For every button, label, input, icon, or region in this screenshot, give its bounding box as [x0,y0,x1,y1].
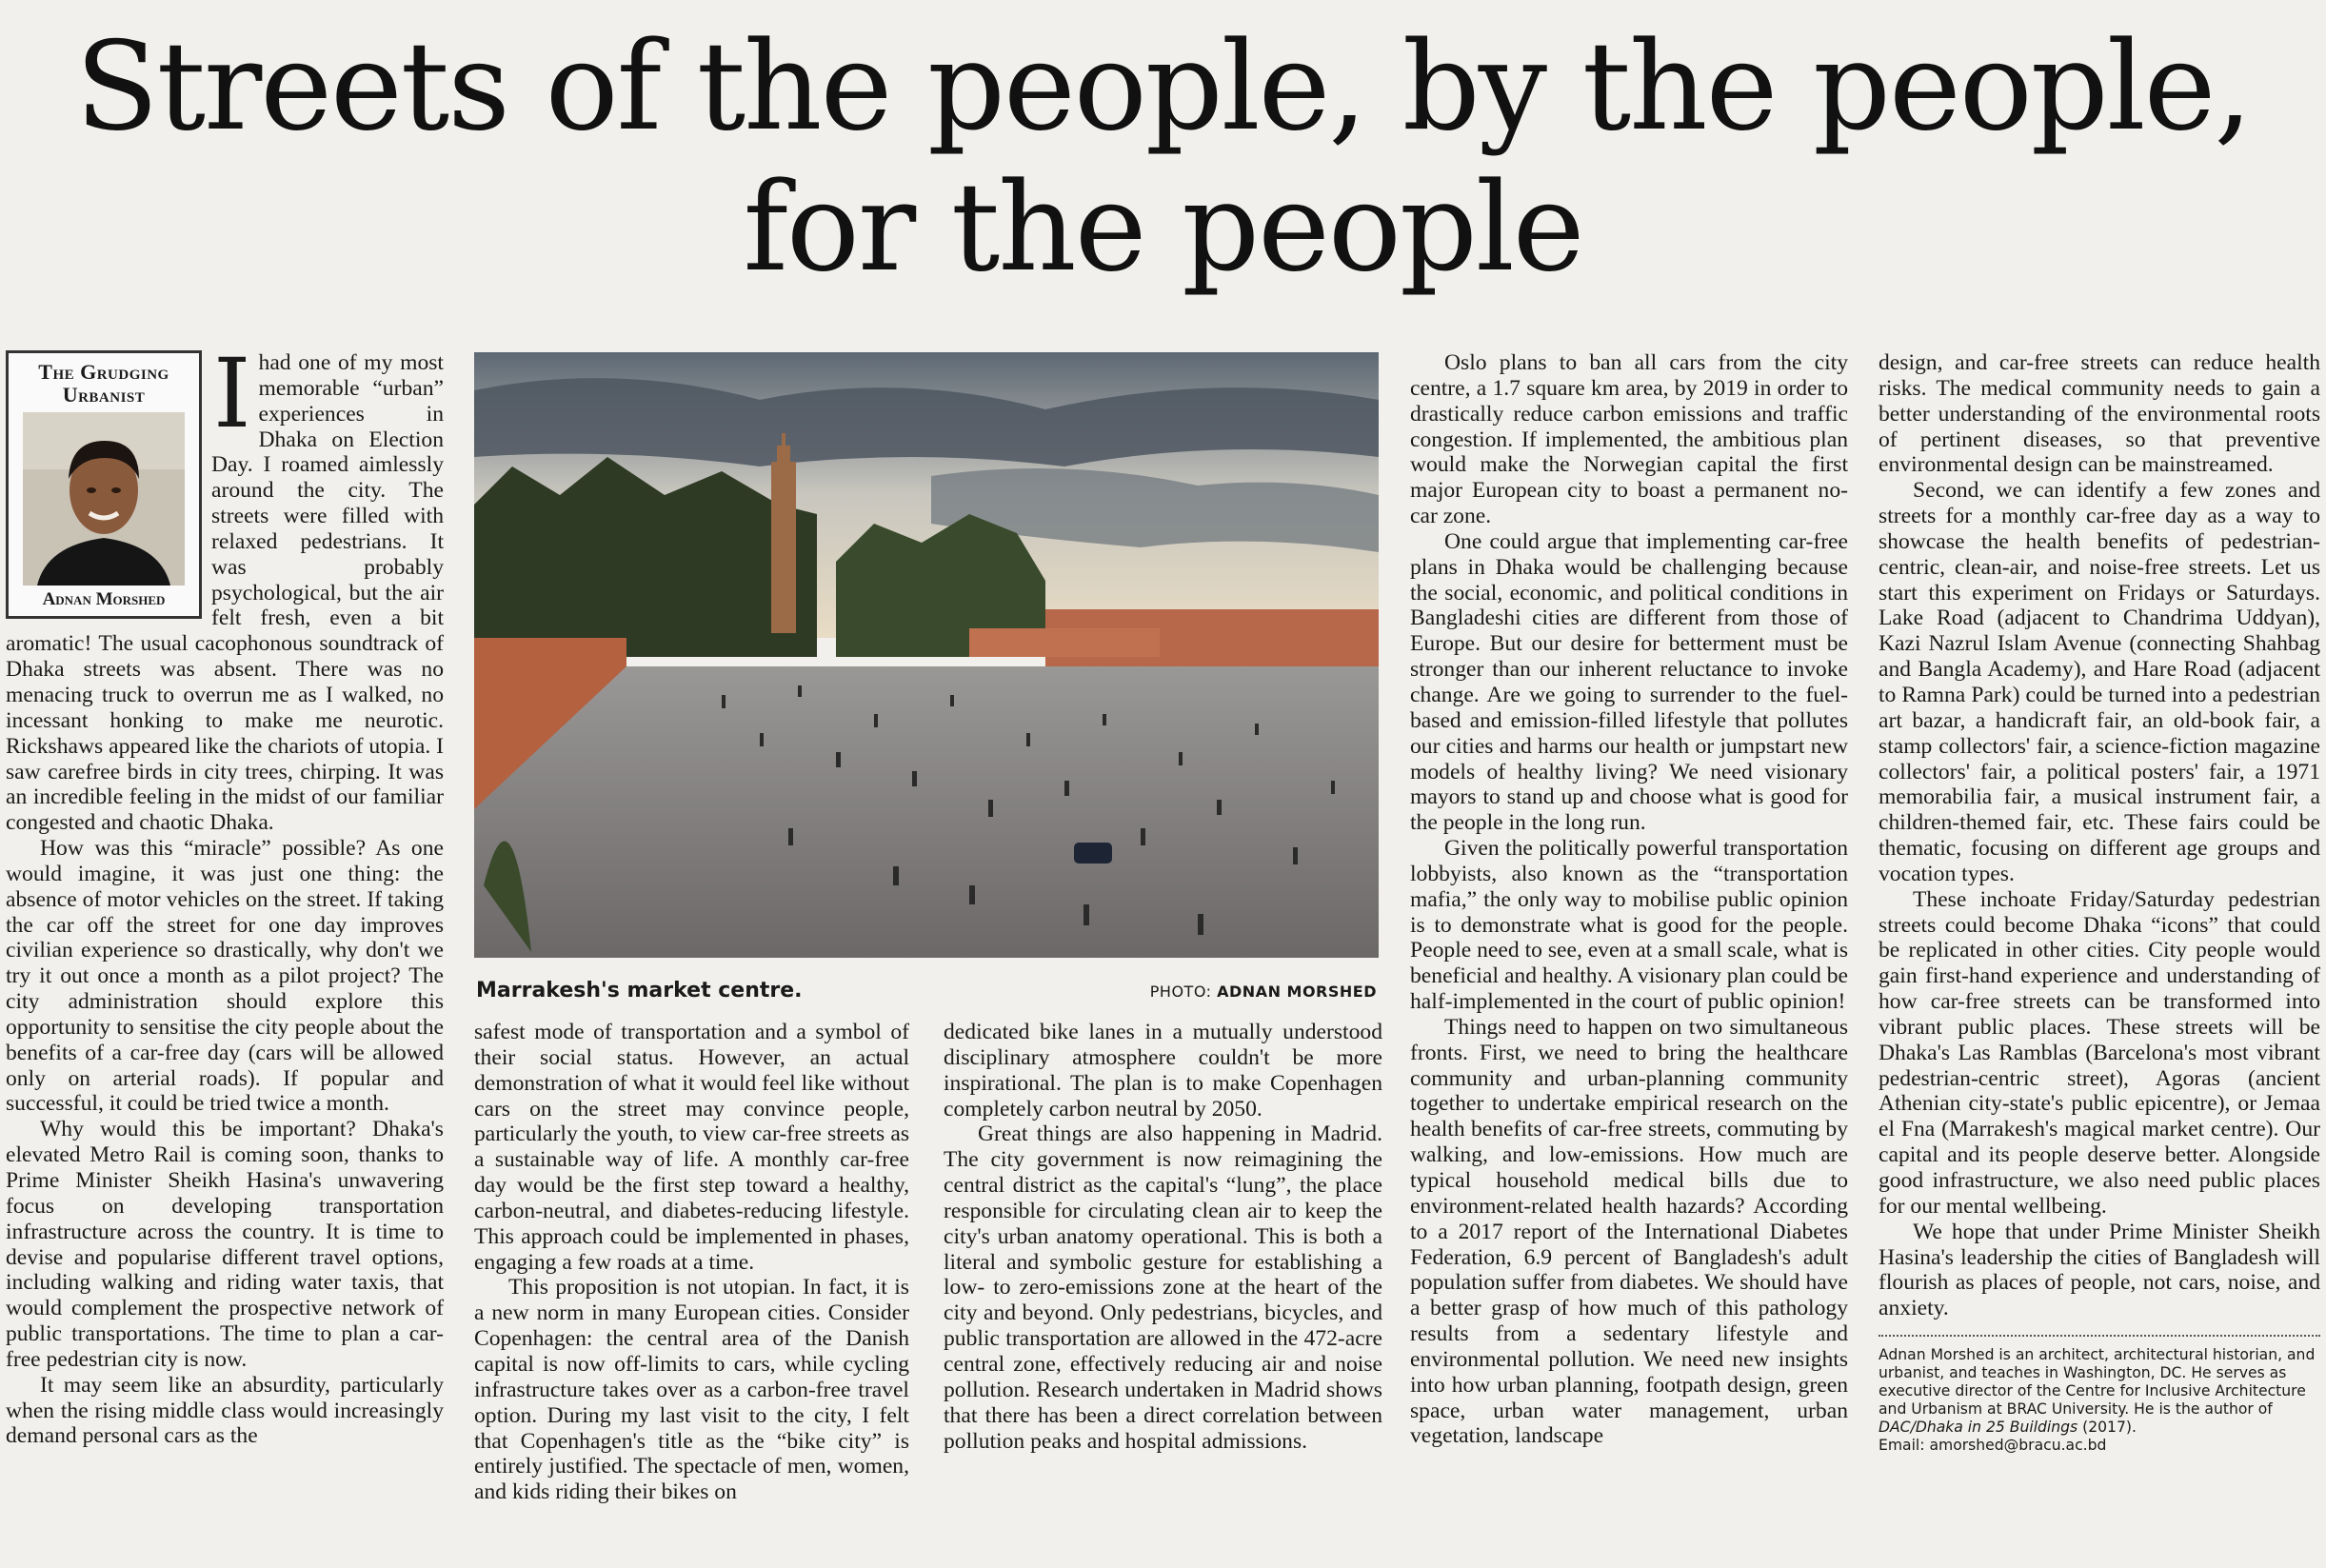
headline-line-2: for the people [743,157,1583,299]
article-column-4 [1410,350,1848,1449]
author-email[interactable]: Email: amorshed@bracu.ac.bd [1879,1437,2107,1455]
caption-text: Marrakesh's market centre. [476,979,803,1002]
paragraph: These inchoate Friday/Saturday pedestrian streets could become Dhaka “icons” that could be replicated in other cities. City people would gain first-hand experience and understanding of how car-free streets can be transformed into vibrant public places. These streets will be Dhaka's Las Ramblas (Barcelona's most vibrant pedestrian-centric street), Agoras (ancient Athenian city-state's public epicentre), or Jemaa el Fna (Marrakesh's magical market centre). Our capital and its people deserve better. Alongside good infrastructure, we also need public places for our mental wellbeing. [1879,886,2320,1219]
article-column-1 [6,338,444,1449]
columnist-portrait [23,412,185,586]
bio-body: Adnan Morshed is an architect, architectural historian, and urbanist, and teaches in Washington, DC. He serves as executive director of the Centre for Inclusive Architecture and Urbanism at BRAC University. He is the author of [1879,1346,2316,1419]
article-column-5 [1879,350,2320,1455]
credit-name: ADNAN MORSHED [1217,982,1377,1001]
paragraph: We hope that under Prime Minister Sheikh Hasina's leadership the cities of Bangladesh will flourish as places of people, not cars, noise, and anxiety. [1879,1219,2320,1321]
paragraph: had one of my most memorable “urban” experiences in Dhaka on Election Day. I roamed aimlessly around the city. The streets were filled with relaxed pedestrians. It was probably psychological, but the air felt fresh, even a bit aromatic! The usual cacophonous soundtrack of Dhaka streets was absent. There was no menacing truck to overrun me as I walked, no incessant honking to make me neurotic. Rickshaws appeared like the chariots of utopia. I saw carefree birds in city trees, chirping. It was an incredible feeling in the midst of our familiar congested and chaotic Dhaka. [6,350,444,836]
paragraph: design, and car-free streets can reduce health risks. The medical community needs to gain a better understanding of the environmental roots of pertinent diseases, so that preventive environmental design can be mainstreamed. [1879,350,2320,478]
photo-caption [474,979,1379,1007]
paragraph: Why would this be important? Dhaka's elevated Metro Rail is coming soon, thanks to Prime Minister Sheikh Hasina's unwavering focus on developing transportation infrastructure across the country. It is time to devise and popularise different travel options, including walking and riding water taxis, that would complement the prospective network of public transportations. The time to plan a car-free pedestrian city is now. [6,1117,444,1372]
paragraph: This proposition is not utopian. In fact, it is a new norm in many European cities. Consider Copenhagen: the central area of the Danish capital is now off-limits to cars, while cycling infrastructure takes over as a carbon-free travel option. During my last visit to the city, I felt that Copenhagen's title as the “bike city” is entirely justified. The spectacle of men, women, and kids riding their bikes on [474,1275,909,1505]
paragraph: One could argue that implementing car-free plans in Dhaka would be challenging because the social, economic, and political conditions in Bangladeshi cities are different from those of Europe. But our desire for betterment must be stronger than our inherent reluctance to invoke change. Are we going to surrender to the fuel-based and emission-filled lifestyle that pollutes our cities and harms our health or jumpstart new models of healthy living? We need visionary mayors to stand up and choose what is good for the people in the long run. [1410,528,1848,836]
bio-divider [1879,1335,2320,1337]
paragraph: dedicated bike lanes in a mutually understood disciplinary atmosphere couldn't be more inspirational. The plan is to make Copenhagen completely carbon neutral by 2050. [944,1020,1382,1121]
headline-line-1: Streets of the people, by the people, [74,16,2252,158]
paragraph: Things need to happen on two simultaneous fronts. First, we need to bring the healthcare community and urban-planning community together to undertake empirical research on the health benefits of car-free streets, commuting by walking, and low-emissions. How much are typical household medical bills due to environment-related health hazards? According to a 2017 report of the International Diabetes Federation, 6.9 percent of Bangladesh's adult population suffer from diabetes. We should have a better grasp of how much of this pathology results from a sedentary lifestyle and environmental pollution. We need new insights into how urban planning, footpath design, green space, urban water management, urban vegetation, landscape [1410,1014,1848,1449]
book-title: DAC/Dhaka in 25 Buildings [1879,1419,2078,1437]
columnist-box [6,350,202,619]
headline [0,17,2326,299]
paragraph: It may seem like an absurdity, particularly when the rising middle class would increasingly demand personal cars as the [6,1372,444,1449]
column-title: The Grudging Urbanist [38,360,169,407]
paragraph: Second, we can identify a few zones and streets for a monthly car-free day as a way to showcase the health benefits of pedestrian-centric, clean-air, and noise-free streets. Let us start this experiment on Fridays or Saturdays. Lake Road (adjacent to Chandrima Uddyan), Kazi Nazrul Islam Avenue (connecting Shahbag and Bangla Academy), and Hare Road (adjacent to Ramna Park) could be turned into a pedestrian art bazar, a handicraft fair, an old-book fair, a stamp collectors' fair, a science-fiction magazine collectors' fair, a political posters' fair, a 1971 memorabilia fair, a musical instrument fair, a children-themed fair, etc. These fairs could be thematic, focusing on different age groups and vocation types. [1879,478,2320,886]
paragraph: Given the politically powerful transportation lobbyists, also known as the “transportation mafia,” the only way to mobilise public opinion is to demonstrate what is good for the people. People need to see, even at a small scale, what is beneficial and healthy. A visionary plan could be half-implemented in the court of public opinion! [1410,836,1848,1015]
drop-cap: I [213,338,251,449]
article-column-2 [474,1020,909,1505]
article-photo [474,352,1379,958]
photo-credit [1150,982,1377,1001]
columnist-name: Adnan Morshed [42,589,166,609]
paragraph: How was this “miracle” possible? As one would imagine, it was just one thing: the absence of motor vehicles on the street. If taking the car off the street for one day improves civilian experience so drastically, why don't we try it out once a month as a pilot project? The city administration should explore this opportunity to sensitise the city people about the benefits of a car-free day (cars will be allowed only on arterial roads). If popular and successful, it could be tried twice a month. [6,836,444,1117]
article-column-3 [944,1020,1382,1454]
bio-text [1879,1346,2320,1437]
paragraph: Great things are also happening in Madrid. The city government is now reimagining the central district as the capital's “lung”, the place responsible for circulating clean air to keep the city's urban anatomy operational. This is both a literal and symbolic gesture for establishing a low- to zero-emissions zone at the heart of the city and beyond. Only pedestrians, bicycles, and public transportation are allowed in the 472-acre central zone, effectively reducing air and noise pollution. Research undertaken in Madrid shows that there has been a direct correlation between pollution peaks and hospital admissions. [944,1121,1382,1454]
author-bio [1879,1346,2320,1455]
paragraph: safest mode of transportation and a symbol of their social status. However, an actual demonstration of what it would feel like without cars on the street may convince people, particularly the youth, to view car-free streets as a sustainable way of life. A monthly car-free day would be the first step toward a healthy, carbon-neutral, and diabetes-reducing lifestyle. This approach could be implemented in phases, engaging a few roads at a time. [474,1020,909,1275]
paragraph: Oslo plans to ban all cars from the city centre, a 1.7 square km area, by 2019 in order to drastically reduce carbon emissions and traffic congestion. If implemented, the ambitious plan would make the Norwegian capital the first major European city to boast a permanent no-car zone. [1410,350,1848,529]
credit-label: PHOTO: [1149,982,1212,1001]
book-year: (2017). [2077,1419,2137,1437]
